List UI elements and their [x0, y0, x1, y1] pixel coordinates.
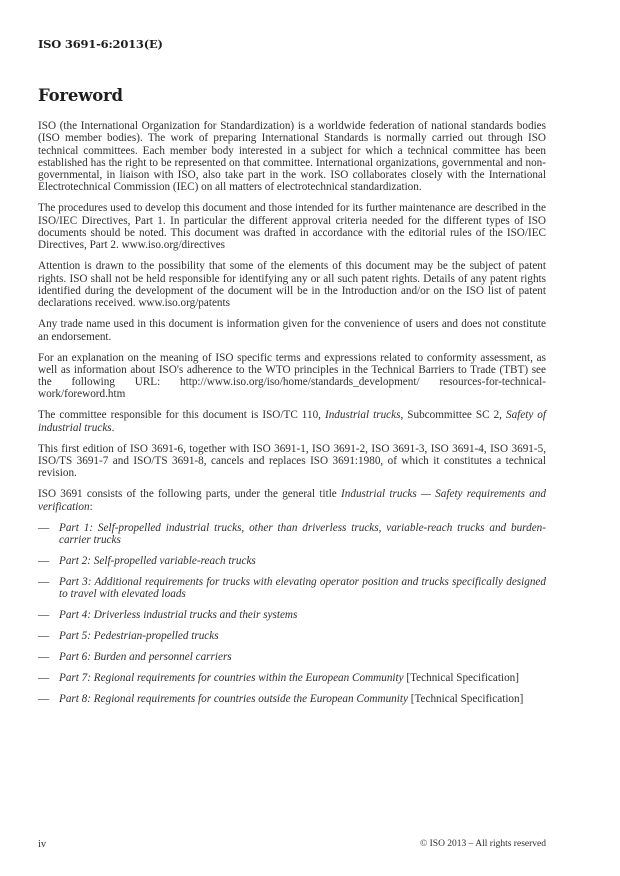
part-title: Part 5: Pedestrian-propelled trucks — [59, 630, 219, 643]
page-title: Foreword — [38, 86, 123, 105]
list-item — [38, 609, 546, 621]
list-item — [38, 630, 546, 642]
document-id-header: ISO 3691-6:2013(E) — [38, 37, 163, 51]
dash-bullet: — — [38, 575, 50, 588]
part-title: Part 3: Additional requirements for trucks with elevating operator position and trucks specifically designed to travel with elevated loads — [59, 575, 546, 601]
part-title: Part 6: Burden and personnel carriers — [59, 651, 232, 664]
paragraph-iso-intro: ISO (the International Organization for Standardization) is a worldwide federation of national standards bodies (ISO member bodies). The work of preparing International Standards is normally carried out through ISO technical committees. Each member body interested in a subject for which a technical committee has been established has the right to be represented on that committee. International organizations, governmental and non-governmental, in liaison with ISO, also take part in the work. ISO collaborates closely with the International Electrotechnical Commission (IEC) on all matters of electrotechnical standardization. — [38, 120, 546, 194]
committee-text-mid: , Subcommittee SC 2, — [400, 409, 506, 422]
dash-bullet: — — [38, 609, 50, 622]
dash-bullet: — — [38, 630, 50, 643]
list-item — [38, 576, 546, 601]
list-item — [38, 672, 546, 684]
dash-bullet: — — [38, 554, 50, 567]
list-item — [38, 651, 546, 663]
part-title: Part 8: Regional requirements for countries outside the European Community — [59, 693, 408, 705]
dash-bullet: — — [38, 521, 50, 534]
foreword-body — [38, 120, 546, 714]
paragraph-patent-rights: Attention is drawn to the possibility that some of the elements of this document may be the subject of patent rights. ISO shall not be held responsible for identifying any or all such patent rights. Details of any patent rights identified during the development of the document will be in the Introduction and/or on the ISO list of patent declarations received. www.iso.org/patents — [38, 260, 546, 310]
paragraph-trade-name: Any trade name used in this document is information given for the convenience of users and does not constitute an endorsement. — [38, 318, 546, 343]
committee-text-pre: The committee responsible for this document is ISO/TC 110, — [38, 409, 325, 422]
paragraph-conformity-url: For an explanation on the meaning of ISO specific terms and expressions related to conformity assessment, as well as information about ISO's adherence to the WTO principles in the Technical Barriers to Trade (TBT) see the following URL: http://www.iso.org/iso/home/standards_development/ resources-for-technical-work/foreword.htm — [38, 351, 546, 401]
committee-name: Industrial trucks — [324, 409, 401, 422]
list-item — [38, 522, 546, 547]
parts-intro-pre: ISO 3691 consists of the following parts, under the general title — [38, 488, 342, 501]
part-suffix: [Technical Specification] — [407, 693, 524, 705]
paragraph-parts-intro — [38, 488, 546, 513]
dash-bullet: — — [38, 651, 50, 664]
part-suffix: [Technical Specification] — [403, 672, 519, 685]
parts-intro-post: : — [89, 500, 93, 513]
page-number: iv — [38, 839, 47, 850]
list-item — [38, 555, 546, 567]
dash-bullet: — — [38, 693, 50, 705]
part-title: Part 2: Self-propelled variable-reach trucks — [59, 554, 256, 567]
part-title: Part 1: Self-propelled industrial trucks, other than driverless trucks, variable-reach trucks and burden-carrier trucks — [59, 521, 546, 546]
general-title: Industrial trucks — Safety requirements and verification — [38, 488, 546, 513]
parts-list — [38, 522, 546, 706]
paragraph-edition: This first edition of ISO 3691-6, together with ISO 3691-1, ISO 3691-2, ISO 3691-3, ISO 3691-4, ISO 3691-5, ISO/TS 3691-7 and ISO/TS 3691-8, cancels and replaces ISO 3691:1980, of which it constitutes a technical revision. — [38, 442, 546, 480]
dash-bullet: — — [38, 672, 50, 685]
part-title: Part 7: Regional requirements for countries within the European Community — [59, 672, 404, 685]
part-title: Part 4: Driverless industrial trucks and their systems — [59, 609, 298, 622]
list-item — [38, 693, 546, 705]
paragraph-procedures: The procedures used to develop this document and those intended for its further maintenance are described in the ISO/IEC Directives, Part 1. In particular the different approval criteria needed for the different types of ISO documents should be noted. This document was drafted in accordance with the editorial rules of the ISO/IEC Directives, Part 2. www.iso.org/directives — [38, 202, 546, 252]
subcommittee-name: Safety of industrial trucks — [38, 409, 547, 434]
copyright-notice: © ISO 2013 – All rights reserved — [420, 839, 546, 849]
paragraph-committee — [38, 409, 546, 434]
committee-text-post: . — [111, 421, 115, 434]
